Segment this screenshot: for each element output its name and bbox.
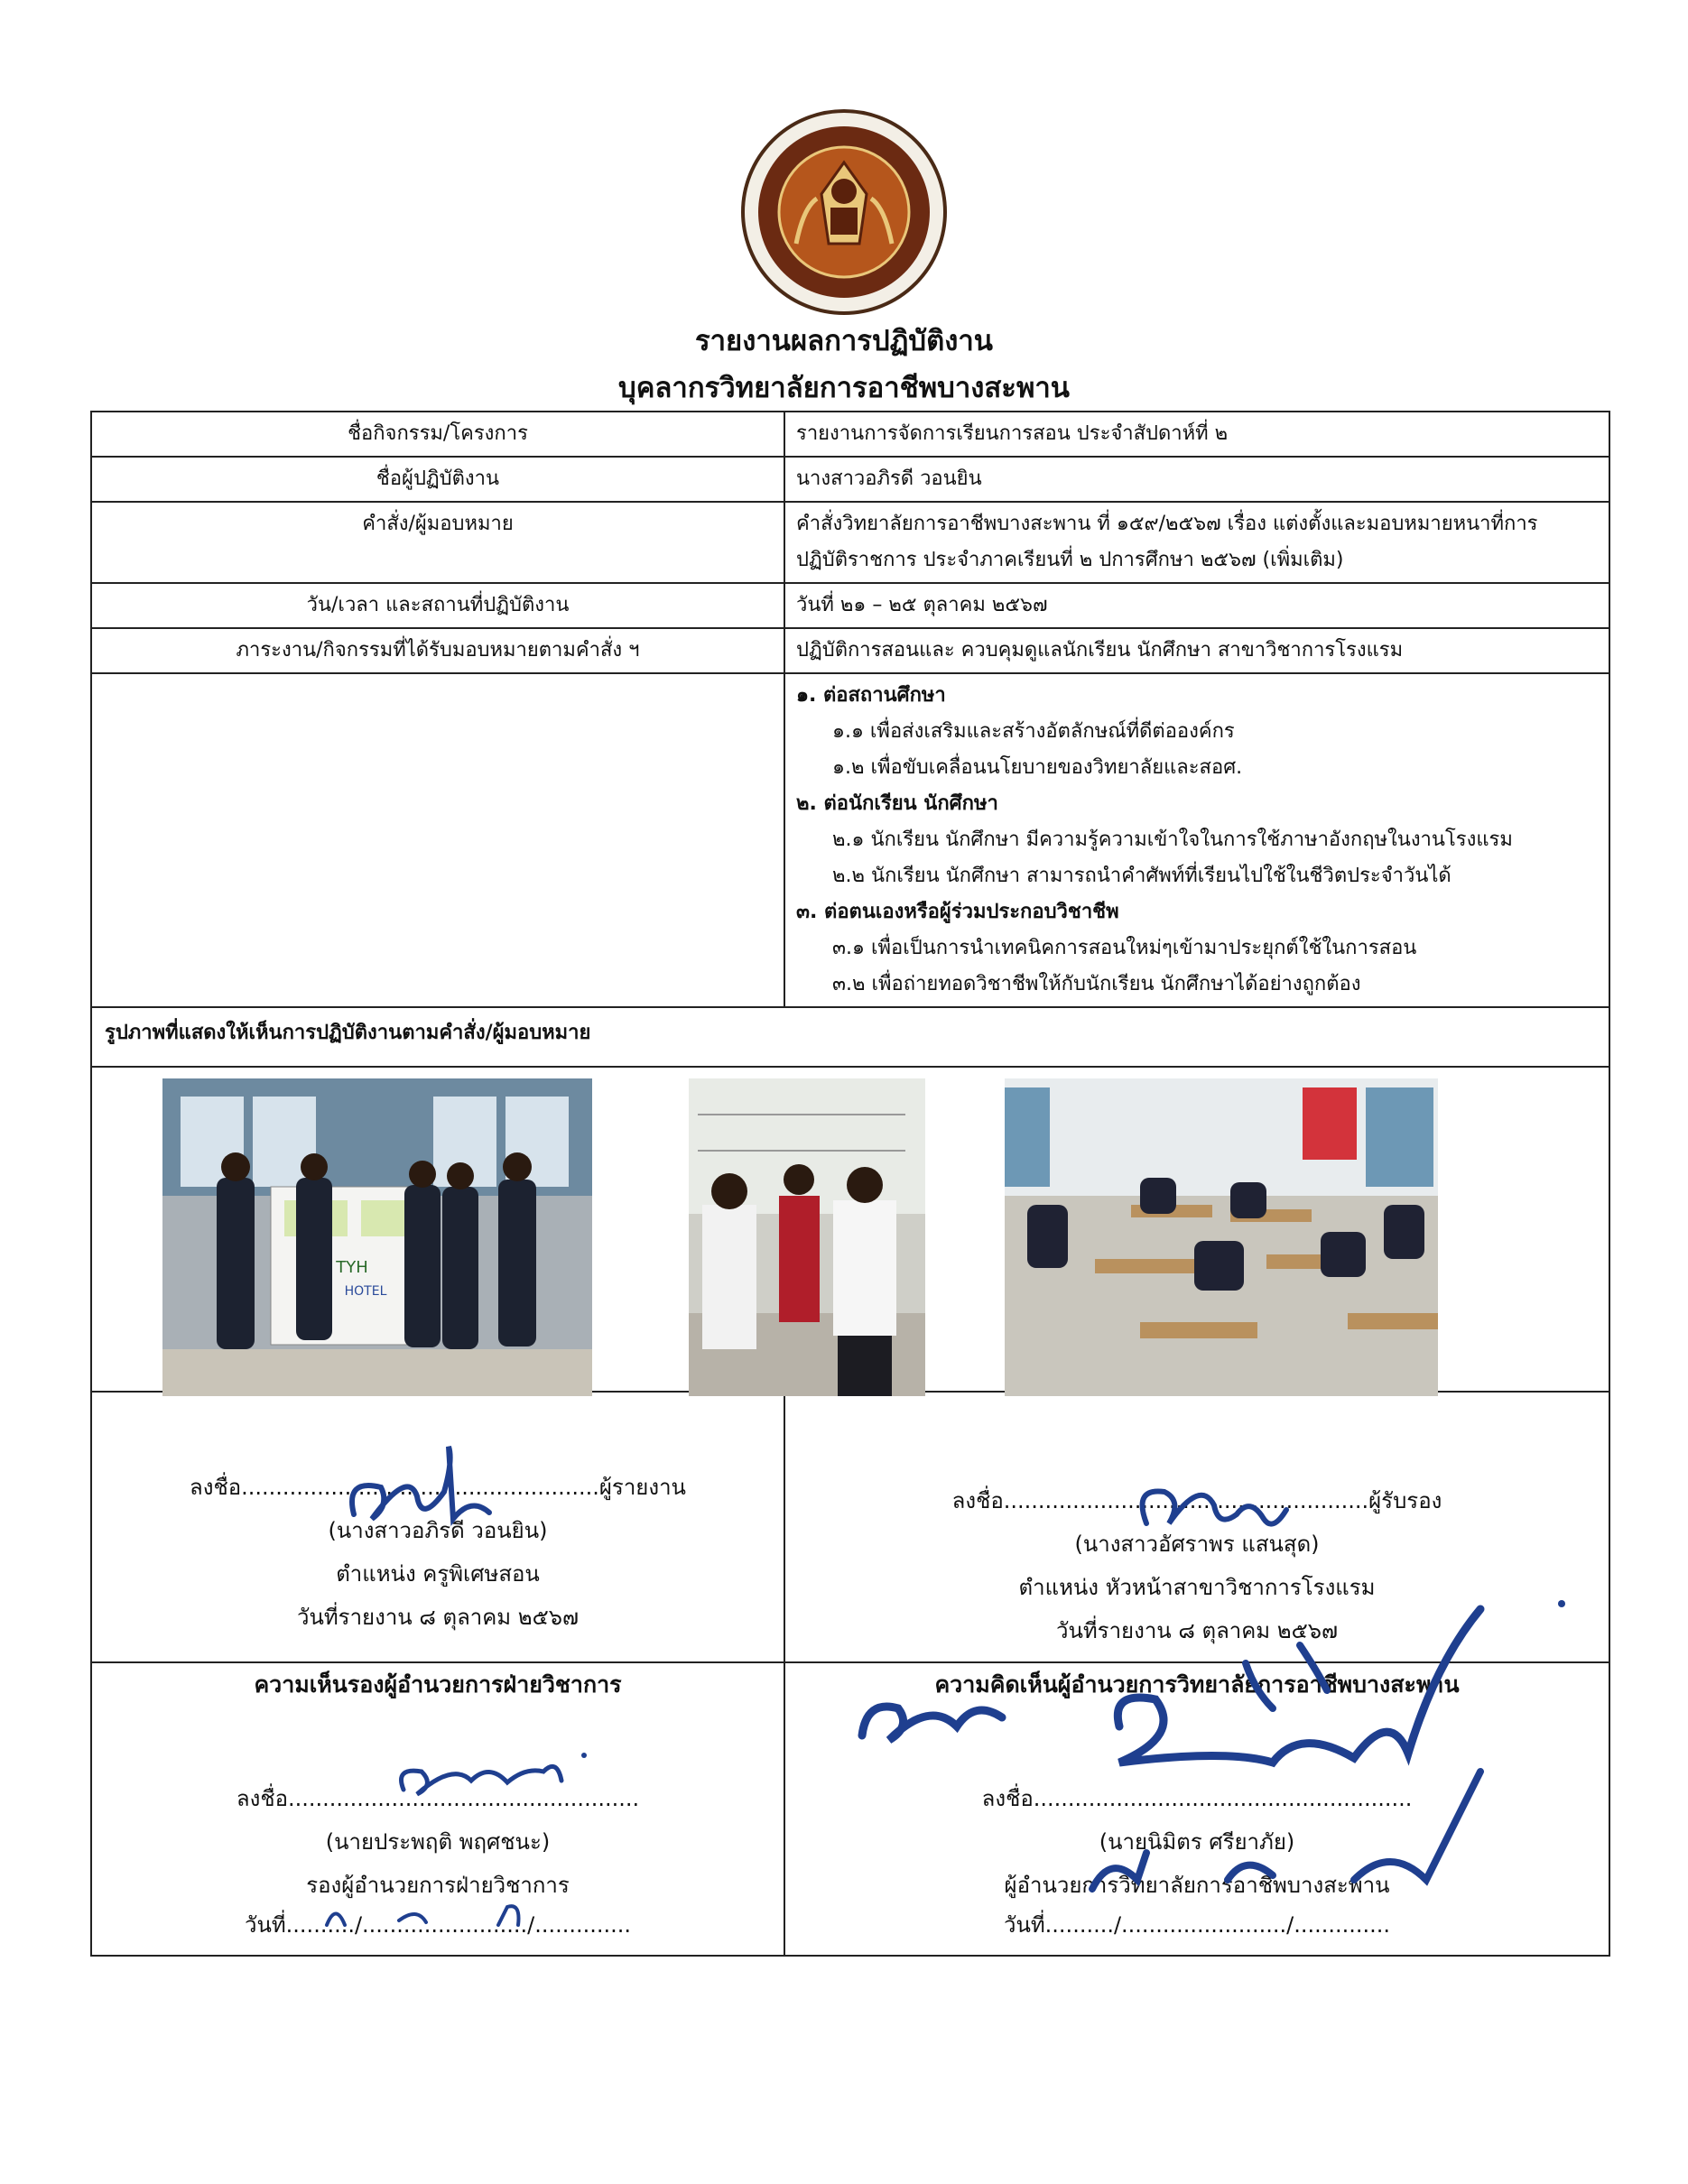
table-row (91, 673, 1609, 1007)
reporter-sign-line: ลงชื่อ....................................................ผู้รายงาน (190, 1475, 686, 1500)
row-value: รายงานการจัดการเรียนการสอน ประจำสัปดาห์ที่ ๒ (784, 412, 1609, 457)
reporter-name: (นางสาวอภิรดี วอนยิน) (328, 1518, 548, 1543)
objective-item: ๒.๒ นักเรียน นักศึกษา สามารถนำคำศัพท์ที่เรียนไปใช้ในชีวิตประจำวันได้ (832, 865, 1451, 887)
row-label-empty (91, 673, 784, 1007)
reporter-date: วันที่รายงาน ๘ ตุลาคม ๒๕๖๗ (296, 1605, 580, 1630)
row-value: วันที่ ๒๑ – ๒๕ ตุลาคม ๒๕๖๗ (784, 583, 1609, 628)
row-label: คำสั่ง/ผู้มอบหมาย (91, 502, 784, 583)
row-label: วัน/เวลา และสถานที่ปฏิบัติงาน (91, 583, 784, 628)
objective-item: ๑.๒ เพื่อขับเคลื่อนนโยบายของวิทยาลัยและสอศ. (832, 756, 1243, 779)
deputy-opinion-block (91, 1662, 784, 1956)
reporter-position: ตำแหน่ง ครูพิเศษสอน (336, 1561, 540, 1587)
college-seal-logo (740, 108, 948, 316)
deputy-name: (นายประพฤติ พฤศชนะ) (325, 1829, 551, 1855)
objective-item: ๓.๒ เพื่อถ่ายทอดวิชาชีพให้กับนักเรียน นักศึกษาได้อย่างถูกต้อง (832, 973, 1361, 995)
director-position: ผู้อำนวยการวิทยาลัยการอาชีพบางสะพาน (1004, 1873, 1390, 1898)
certifier-sign-line: ลงชื่อ.....................................................ผู้รับรอง (951, 1488, 1442, 1513)
table-row (91, 583, 1609, 628)
objective-heading: ๑. ต่อสถานศึกษา (796, 684, 946, 707)
row-value: ปฏิบัติการสอนและ ควบคุมดูแลนักเรียน นักศึกษา สาขาวิชาการโรงแรม (784, 628, 1609, 673)
table-row (91, 1067, 1609, 1392)
report-title: รายงานผลการปฏิบัติงาน (695, 325, 993, 357)
svg-text:TYH: TYH (336, 1258, 368, 1277)
photo-students-poster (162, 1078, 592, 1396)
table-row (91, 1662, 1609, 1956)
report-subtitle: บุคลากรวิทยาลัยการอาชีพบางสะพาน (618, 372, 1070, 404)
table-row (91, 1007, 1609, 1067)
director-date: วันที่........../......................../.............. (1003, 1912, 1391, 1938)
objective-heading: ๓. ต่อตนเองหรือผู้ร่วมประกอบวิชาชีพ (796, 901, 1119, 923)
certifier-name: (นางสาวอัศราพร แสนสุด) (1074, 1532, 1320, 1557)
deputy-section-title: ความเห็นรองผู้อำนวยการฝ่ายวิชาการ (254, 1671, 622, 1698)
deputy-date: วันที่........../......................../.............. (244, 1912, 632, 1938)
table-row (91, 1392, 1609, 1662)
director-opinion-block (784, 1662, 1609, 1956)
director-name: (นายนิมิตร ศรียาภัย) (1099, 1829, 1295, 1855)
objectives (784, 673, 1609, 1007)
certifier-signature-block (784, 1392, 1609, 1662)
order-line-1: คำสั่งวิทยาลัยการอาชีพบางสะพาน ที่ ๑๕๙/๒๕๖๗ เรื่อง แต่งตั้งและมอบหมายหนาที่การ (796, 513, 1538, 535)
table-row (91, 457, 1609, 502)
photo-exam-classroom (1005, 1078, 1438, 1396)
order-line-2: ปฏิบัติราชการ ประจำภาคเรียนที่ ๒ ปการศึกษา ๒๕๖๗ (เพิ่มเติม) (796, 549, 1344, 571)
table-row (91, 628, 1609, 673)
table-row (91, 412, 1609, 457)
certifier-position: ตำแหน่ง หัวหน้าสาขาวิชาการโรงแรม (1018, 1575, 1376, 1600)
table-row (91, 502, 1609, 583)
objective-heading: ๒. ต่อนักเรียน นักศึกษา (796, 792, 998, 815)
certifier-date: วันที่รายงาน ๘ ตุลาคม ๒๕๖๗ (1055, 1618, 1339, 1643)
row-value (784, 502, 1609, 583)
deputy-position: รองผู้อำนวยการฝ่ายวิชาการ (306, 1873, 570, 1898)
objective-item: ๒.๑ นักเรียน นักศึกษา มีความรู้ความเข้าใจในการใช้ภาษาอังกฤษในงานโรงแรม (832, 828, 1513, 851)
objective-item: ๓.๑ เพื่อเป็นการนำเทคนิคการสอนใหม่ๆเข้ามาประยุกต์ใช้ในการสอน (832, 937, 1417, 959)
row-label: ชื่อกิจกรรม/โครงการ (91, 412, 784, 457)
photos-heading: รูปภาพที่แสดงให้เห็นการปฏิบัติงานตามคำสั่ง/ผู้มอบหมาย (91, 1007, 1609, 1067)
row-label: ชื่อผู้ปฏิบัติงาน (91, 457, 784, 502)
report-table (90, 411, 1610, 1957)
row-label: ภาระงาน/กิจกรรมที่ได้รับมอบหมายตามคำสั่ง ฯ (91, 628, 784, 673)
photo-classroom-activity (689, 1078, 925, 1396)
row-value: นางสาวอภิรดี วอนยิน (784, 457, 1609, 502)
director-sign-line: ลงชื่อ....................................................... (981, 1786, 1413, 1811)
photos-cell (91, 1067, 1609, 1392)
deputy-sign-line: ลงชื่อ................................................... (236, 1786, 640, 1811)
director-section-title: ความคิดเห็นผู้อำนวยการวิทยาลัยการอาชีพบางสะพาน (934, 1671, 1460, 1698)
reporter-signature-block (91, 1392, 784, 1662)
objective-item: ๑.๑ เพื่อส่งเสริมและสร้างอัตลักษณ์ที่ดีต่อองค์กร (832, 720, 1235, 743)
svg-text:HOTEL: HOTEL (344, 1284, 387, 1299)
